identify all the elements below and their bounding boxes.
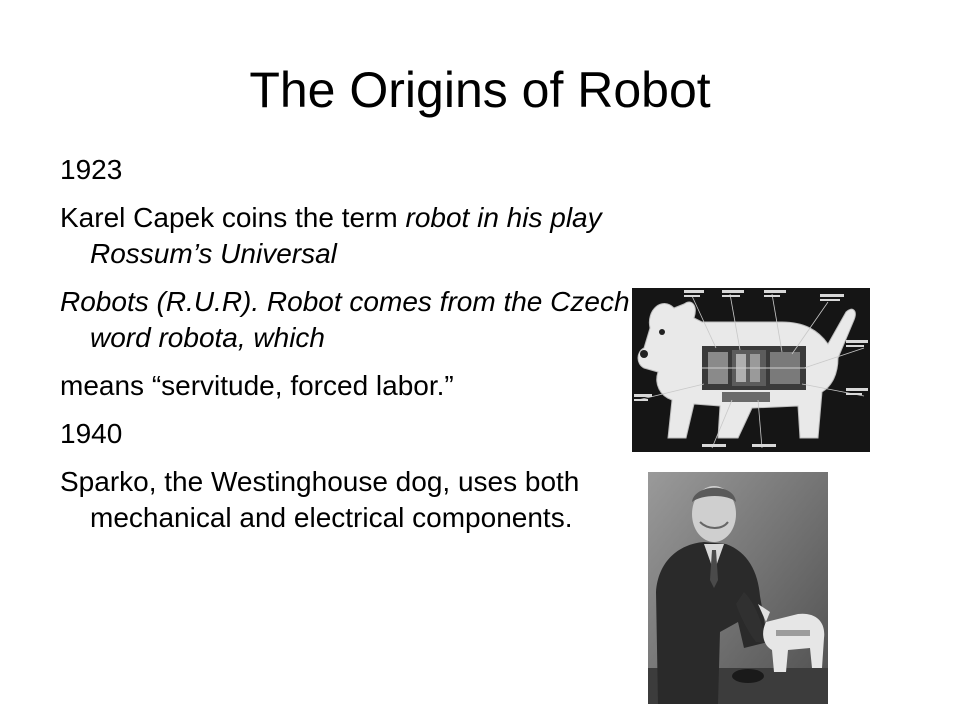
- slide-title: The Origins of Robot: [249, 62, 711, 118]
- text-run: means “servitude, forced labor.”: [60, 370, 454, 401]
- text-run-italic: Robots (R.U.R). Robot comes from the Czech word robota, which: [60, 286, 630, 353]
- sparko-cutaway-diagram: [632, 288, 870, 452]
- sparko-cutaway-diagram-illustration: [632, 288, 870, 452]
- body-paragraph-1923: [60, 152, 660, 188]
- man-with-sparko-photo-illustration: [648, 472, 828, 704]
- text-run: 1923: [60, 154, 123, 185]
- text-run: Karel Capek coins the term: [60, 202, 406, 233]
- text-run: 1940: [60, 418, 123, 449]
- text-run-italic: robot in his play Rossum’s Universal: [90, 202, 602, 269]
- man-with-sparko-photo: [648, 472, 828, 704]
- text-run: Sparko, the Westinghouse dog, uses both mechanical and electrical components.: [60, 466, 580, 533]
- body-paragraph-meaning: [60, 368, 660, 404]
- body-paragraph-capek: [60, 200, 660, 272]
- body-paragraph-sparko: [60, 464, 660, 536]
- body-paragraph-robota: [60, 284, 660, 356]
- body-paragraph-1940: [60, 416, 660, 452]
- slide-body: [60, 152, 660, 548]
